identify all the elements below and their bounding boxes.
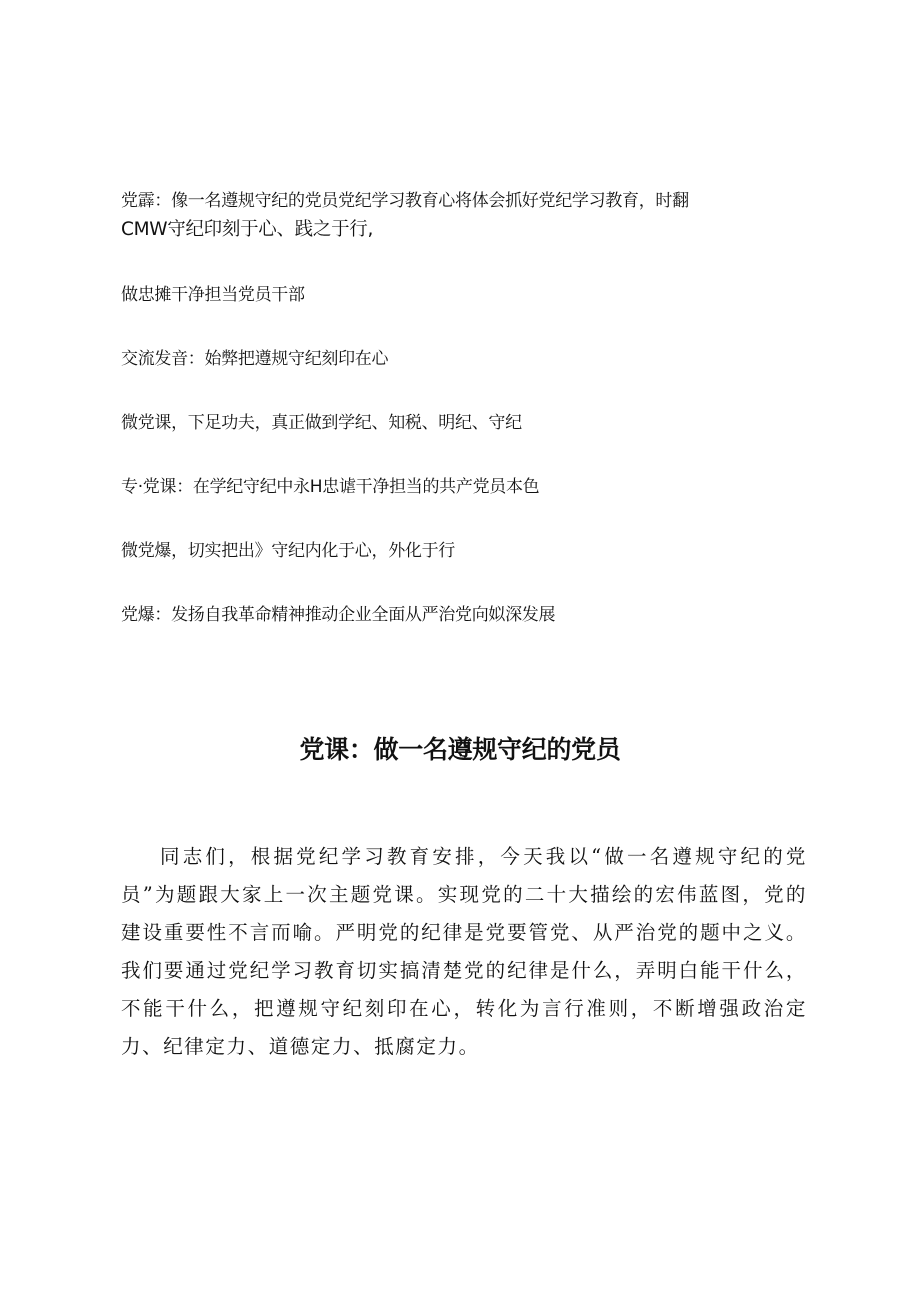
toc-item-6: 微党爆，切实把出》守纪内化于心，外化于行 [121, 541, 455, 561]
toc-item-4: 微党课，下足功夫，真正做到学纪、知税、明纪、守纪 [121, 413, 522, 433]
toc-item-1-line-2: CMW守纪印刻于心、践之于行, [121, 219, 374, 240]
article-paragraph: 同志们，根据党纪学习教育安排，今天我以“做一名遵规守纪的党员”为题跟大家上一次主题党课。实现党的二十大描绘的宏伟蓝图，党的建设重要性不言而喻。严明党的纪律是党要管党、从严治党的题中之义。我们要通过党纪学习教育切实搞清楚党的纪律是什么，弄明白能干什么，不能干什么，把遵规守纪刻印在心，转化为言行准则，不断增强政治定力、纪律定力、道德定力、抵腐定力。 [121, 845, 807, 1058]
table-of-contents [121, 186, 801, 630]
article-title: 党课：做一名遵规守纪的党员 [299, 735, 621, 764]
toc-item-2: 做忠摊干净担当党员干部 [121, 285, 305, 305]
toc-item-1-line-1: 党霹：像一名遵规守纪的党员党纪学习教育心将体会抓好党纪学习教育，时翻 [121, 191, 689, 211]
toc-item-5: 专·党课：在学纪守纪中永H忠谑干净担当的共产党员本色 [121, 477, 540, 497]
toc-item-3: 交流发音：始弊把遵规守纪刻印在心 [121, 349, 389, 369]
toc-item-7: 党爆：发扬自我革命精神推动企业全面从严治党向姒深发展 [121, 605, 556, 625]
